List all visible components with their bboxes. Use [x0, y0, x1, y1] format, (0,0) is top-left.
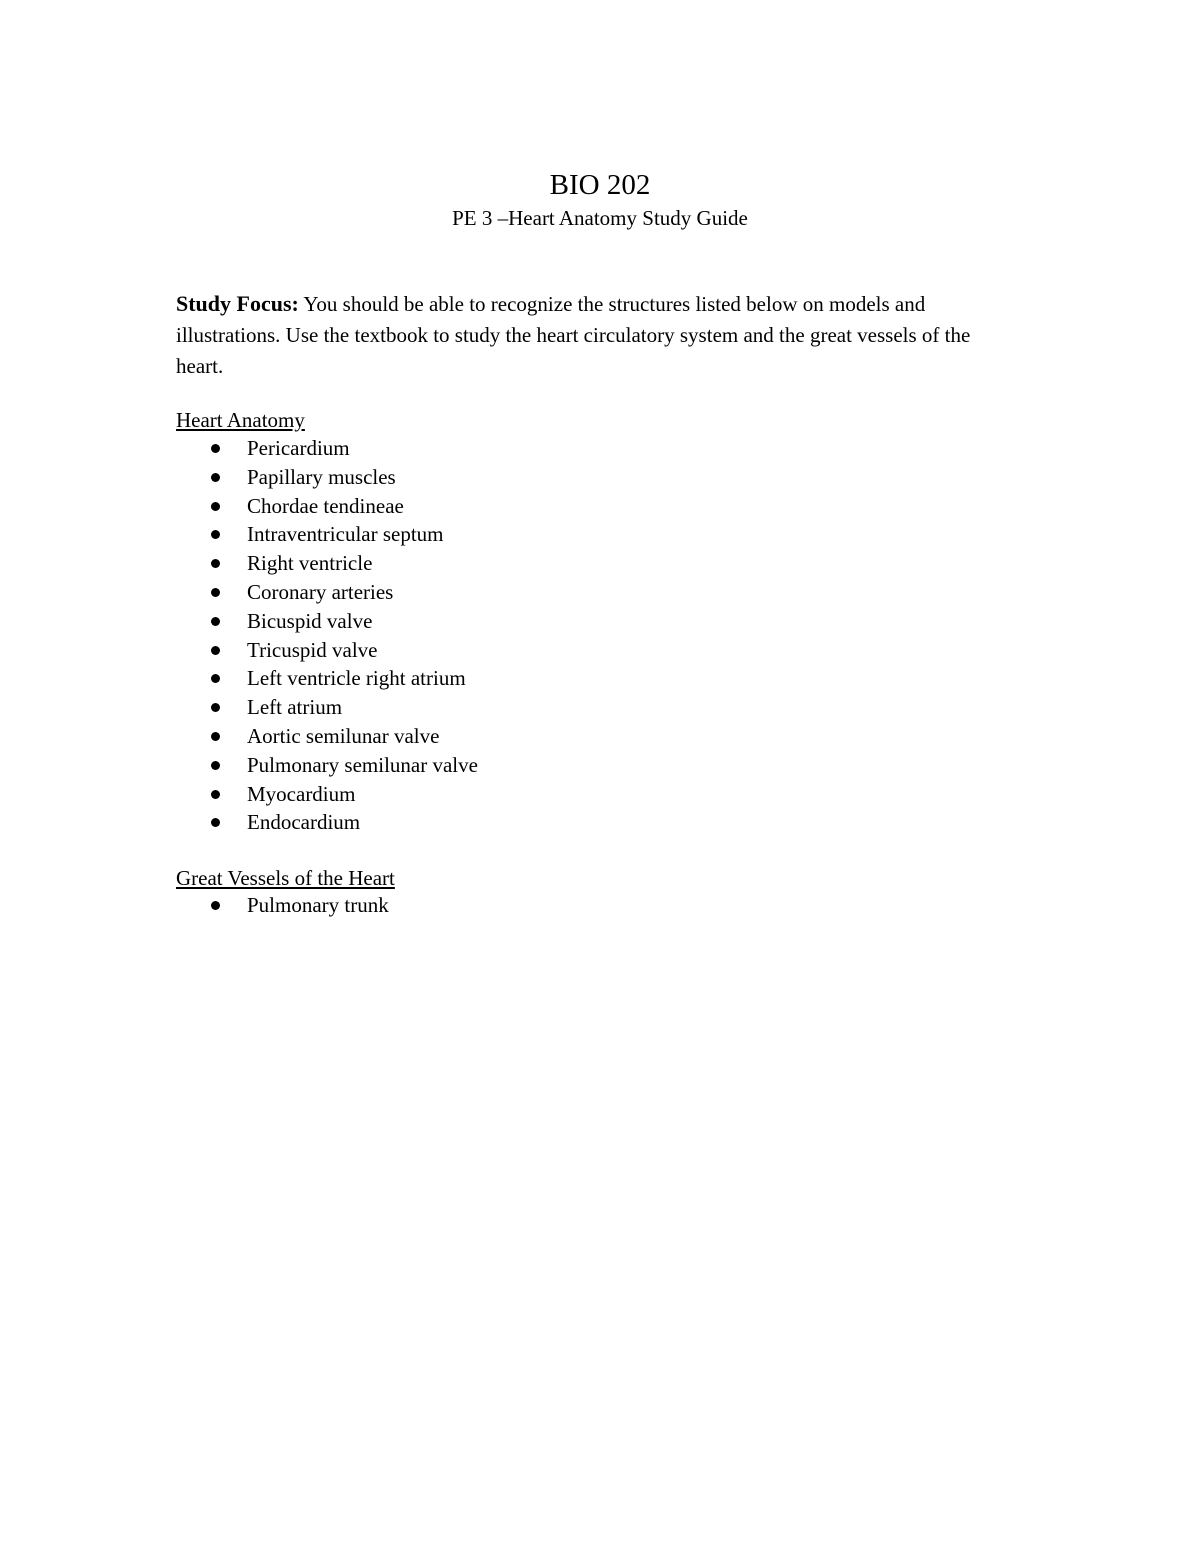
bullet-icon [211, 818, 220, 827]
great-vessels-heading: Great Vessels of the Heart [176, 866, 395, 890]
list-item-text: Papillary muscles [247, 464, 396, 489]
list-item-text: Left atrium [247, 695, 343, 720]
list-item-text: Tricuspid valve [247, 637, 378, 662]
bullet-icon [211, 674, 220, 683]
bullet-icon [211, 790, 220, 799]
study-focus-paragraph [176, 288, 1016, 382]
list-item-text: Pulmonary semilunar valve [247, 752, 478, 777]
study-focus-text: You should be able to recognize the structures listed below on models and illustrations. Use the textbook to study the heart circulatory system and the great vessels of the heart. [176, 292, 971, 378]
course-title: BIO 202 [549, 169, 651, 201]
list-item-text: Aortic semilunar valve [247, 723, 440, 748]
bullet-icon [211, 444, 220, 453]
list-item-text: Right ventricle [247, 551, 373, 576]
heart-anatomy-heading: Heart Anatomy [176, 408, 305, 432]
bullet-icon [211, 530, 220, 539]
list-item-text: Left ventricle right atrium [247, 666, 466, 691]
list-item-text: Bicuspid valve [247, 608, 373, 633]
list-item-text: Intraventricular septum [247, 522, 444, 547]
bullet-icon [211, 901, 220, 910]
bullet-icon [211, 617, 220, 626]
list-item-text: Chordae tendineae [247, 493, 404, 518]
bullet-icon [211, 588, 220, 597]
bullet-icon [211, 473, 220, 482]
bullet-icon [211, 559, 220, 568]
list-item-text: Pericardium [247, 436, 350, 460]
list-item-text: Pulmonary trunk [247, 893, 389, 917]
study-focus-label: Study Focus: [176, 291, 299, 316]
bullet-icon [211, 502, 220, 511]
list-item-text: Myocardium [247, 781, 356, 806]
list-item-text: Coronary arteries [247, 579, 394, 604]
list-item-text: Endocardium [247, 810, 361, 835]
guide-title: PE 3 –Heart Anatomy Study Guide [452, 206, 748, 230]
bullet-icon [211, 761, 220, 770]
bullet-icon [211, 732, 220, 741]
bullet-icon [211, 703, 220, 712]
bullet-icon [211, 646, 220, 655]
